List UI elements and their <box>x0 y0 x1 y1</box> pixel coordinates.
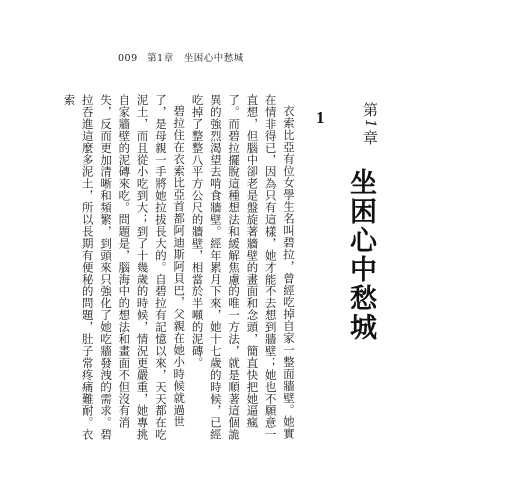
chapter-title: 坐困心中愁城 <box>345 168 376 342</box>
page-number: 009 <box>118 53 138 64</box>
chapter-label <box>362 102 377 145</box>
body-paragraph-1: 衣索比亞有位女學生名叫碧拉，曾經吃掉自家一整面牆壁。她實在情非得已，因為只有這樣，她才能不去想到牆壁；她也不願意一直想，但腦中卻老是盤旋著牆壁的畫面和念頭，簡直快把她逼瘋了。而碧拉擺脫這種想法和緩解焦慮的唯一方法，就是順著這個詭異的強烈渴望去啃食牆壁。經年累月下來，她十七歲的時候，已經吃掉了整整八平方公尺的牆壁，相當於半噸的泥磚。 <box>190 94 296 441</box>
chapter-label-suffix: 章 <box>361 129 379 145</box>
body-paragraph-2: 碧拉住在衣索比亞首都阿迪斯阿貝巴，父親在她小時候就過世了，是母親一手將她拉拔長大的。自碧拉有記憶以來，天天都在吃泥土，而且從小吃到大；到了十幾歲的時候，情況更嚴重，她專挑自家牆壁的泥磚來吃。問題是，腦海中的想法和畫面不但沒有消失，反而更加清晰和頻繁，到頭來只強化了她吃牆發洩的需求。碧拉吞進這麼多泥土，所以長期有便秘的問題，肚子常疼痛難耐。衣索 <box>62 94 187 441</box>
body-text <box>60 94 298 444</box>
chapter-label-number: 1 <box>362 119 378 128</box>
running-header-chapter: 第1章 坐困心中愁城 <box>147 53 244 64</box>
running-header <box>118 50 244 64</box>
chapter-label-prefix: 第 <box>361 102 379 117</box>
chapter-numeral: 1 <box>316 108 325 127</box>
